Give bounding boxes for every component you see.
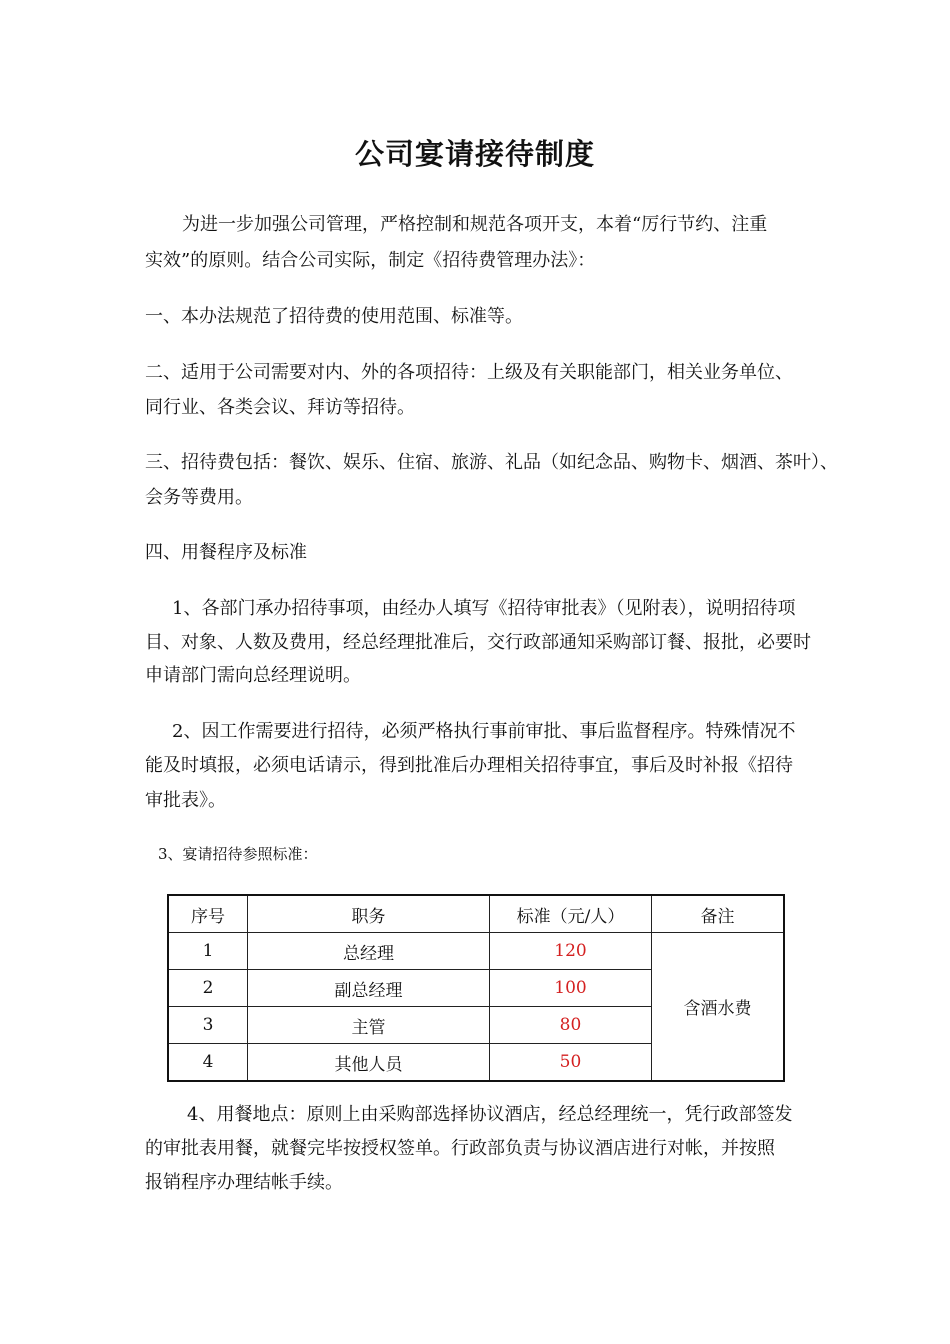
row-standard: 80 — [490, 1007, 652, 1044]
row-no: 3 — [168, 1007, 248, 1044]
intro-line-1: 为进一步加强公司管理，严格控制和规范各项开支，本着“厉行节约、注重 — [182, 214, 768, 235]
row-standard: 120 — [490, 933, 652, 970]
standard-table — [167, 894, 785, 1082]
remark-cell: 含酒水费 — [652, 933, 785, 1082]
table-header-row — [168, 895, 784, 933]
row-position: 主管 — [248, 1007, 490, 1044]
row-position: 总经理 — [248, 933, 490, 970]
header-no: 序号 — [168, 895, 248, 933]
row-no: 4 — [168, 1044, 248, 1082]
header-standard: 标准（元/人） — [490, 895, 652, 933]
row-no: 1 — [168, 933, 248, 970]
row-no: 2 — [168, 970, 248, 1007]
row-position: 副总经理 — [248, 970, 490, 1007]
sub-2-line-1: 2、因工作需要进行招待，必须严格执行事前审批、事后监督程序。特殊情况不 — [172, 721, 796, 742]
sub-2-line-2: 能及时填报，必须电话请示，得到批准后办理相关招待事宜，事后及时补报《招待 — [145, 755, 793, 776]
document-title: 公司宴请接待制度 — [354, 137, 595, 171]
row-position: 其他人员 — [248, 1044, 490, 1082]
row-standard: 50 — [490, 1044, 652, 1082]
item-3-line-2: 会务等费用。 — [145, 487, 253, 508]
sub-3-label: 3、宴请招待参照标准： — [158, 845, 318, 863]
sub-1-line-3: 申请部门需向总经理说明。 — [145, 665, 361, 686]
item-4-heading: 四、用餐程序及标准 — [145, 542, 307, 563]
sub-4-line-2: 的审批表用餐，就餐完毕按授权签单。行政部负责与协议酒店进行对帐，并按照 — [145, 1138, 775, 1159]
table-row — [168, 933, 784, 970]
header-position: 职务 — [248, 895, 490, 933]
sub-1-line-1: 1、各部门承办招待事项，由经办人填写《招待审批表》（见附表），说明招待项 — [172, 598, 796, 619]
header-remark: 备注 — [652, 895, 785, 933]
item-2-line-2: 同行业、各类会议、拜访等招待。 — [145, 397, 415, 418]
item-3-line-1: 三、招待费包括：餐饮、娱乐、住宿、旅游、礼品（如纪念品、购物卡、烟酒、茶叶）、 — [145, 452, 838, 473]
intro-line-2: 实效”的原则。结合公司实际，制定《招待费管理办法》： — [145, 250, 596, 271]
item-2-line-1: 二、适用于公司需要对内、外的各项招待：上级及有关职能部门，相关业务单位、 — [145, 362, 793, 383]
sub-4-line-3: 报销程序办理结帐手续。 — [145, 1172, 343, 1193]
sub-1-line-2: 目、对象、人数及费用，经总经理批准后，交行政部通知采购部订餐、报批，必要时 — [145, 632, 811, 653]
row-standard: 100 — [490, 970, 652, 1007]
sub-2-line-3: 审批表》。 — [145, 790, 226, 811]
sub-4-line-1: 4、用餐地点：原则上由采购部选择协议酒店，经总经理统一，凭行政部签发 — [187, 1104, 793, 1125]
item-1: 一、本办法规范了招待费的使用范围、标准等。 — [145, 306, 523, 327]
